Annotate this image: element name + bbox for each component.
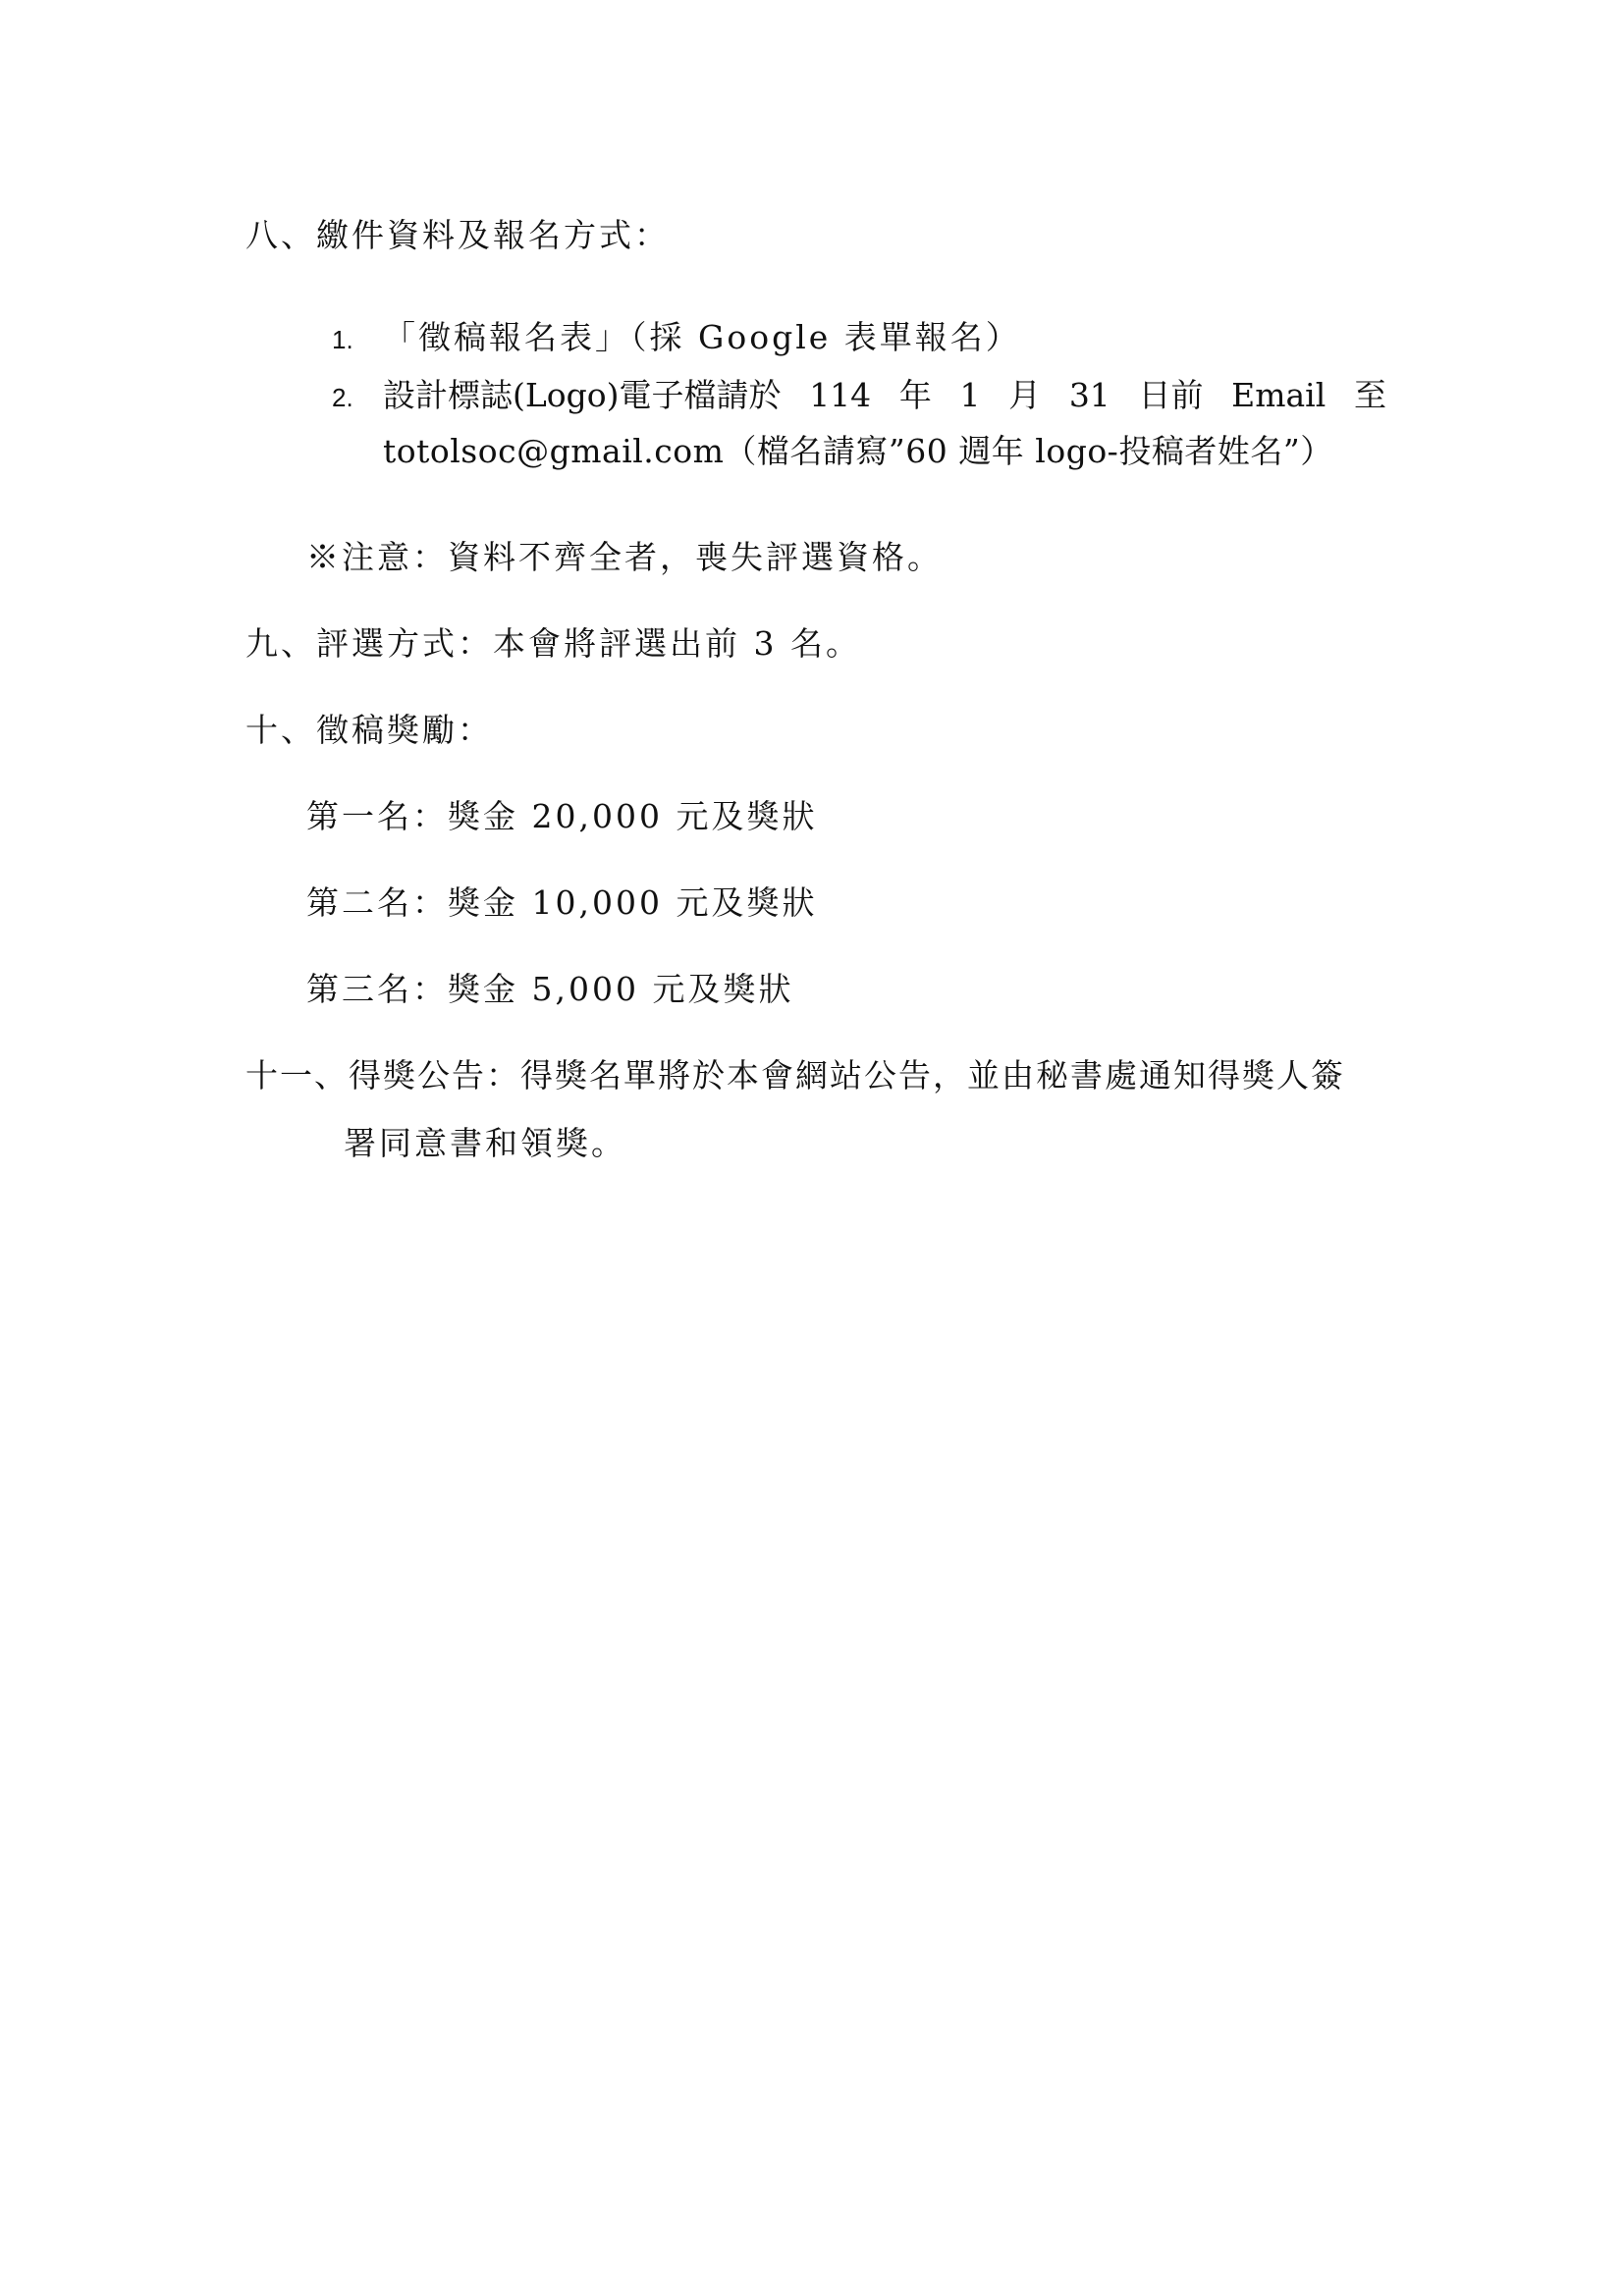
section-11-line-2: 署同意書和領獎。 — [344, 1124, 626, 1162]
prize-first: 第一名：獎金 20,000 元及獎狀 — [306, 797, 818, 835]
list-item-2-line-2: totolsoc@gmail.com（檔名請寫”60 週年 logo-投稿者姓名”） — [383, 432, 1333, 470]
text-segment: 31 — [1068, 376, 1110, 414]
text-segment: Email — [1231, 376, 1326, 414]
list-item-1-text: 「徵稿報名表」（採 Google 表單報名） — [383, 318, 1021, 356]
prize-third: 第三名：獎金 5,000 元及獎狀 — [306, 970, 794, 1008]
list-item-1-number: 1. — [332, 325, 353, 354]
section-8-heading: 八、繳件資料及報名方式： — [245, 216, 670, 254]
section-9-heading: 九、評選方式：本會將評選出前 3 名。 — [245, 624, 861, 663]
list-item-2-line-1 — [383, 376, 1386, 415]
section-11-line-1: 十一、得獎公告：得獎名單將於本會網站公告，並由秘書處通知得獎人簽 — [245, 1056, 1345, 1095]
prize-second: 第二名：獎金 10,000 元及獎狀 — [306, 883, 818, 922]
section-10-heading: 十、徵稿獎勵： — [245, 711, 493, 749]
text-segment: 日前 — [1138, 376, 1204, 414]
text-segment: 1 — [959, 376, 981, 414]
text-segment: 設計標誌(Logo)電子檔請於 — [383, 376, 782, 414]
text-segment: 年 — [898, 376, 932, 414]
note-text: ※注意：資料不齊全者，喪失評選資格。 — [306, 538, 943, 576]
text-segment: 月 — [1008, 376, 1042, 414]
text-segment: 至 — [1353, 376, 1386, 414]
list-item-2-number: 2. — [332, 383, 353, 412]
text-segment: 114 — [809, 376, 872, 414]
